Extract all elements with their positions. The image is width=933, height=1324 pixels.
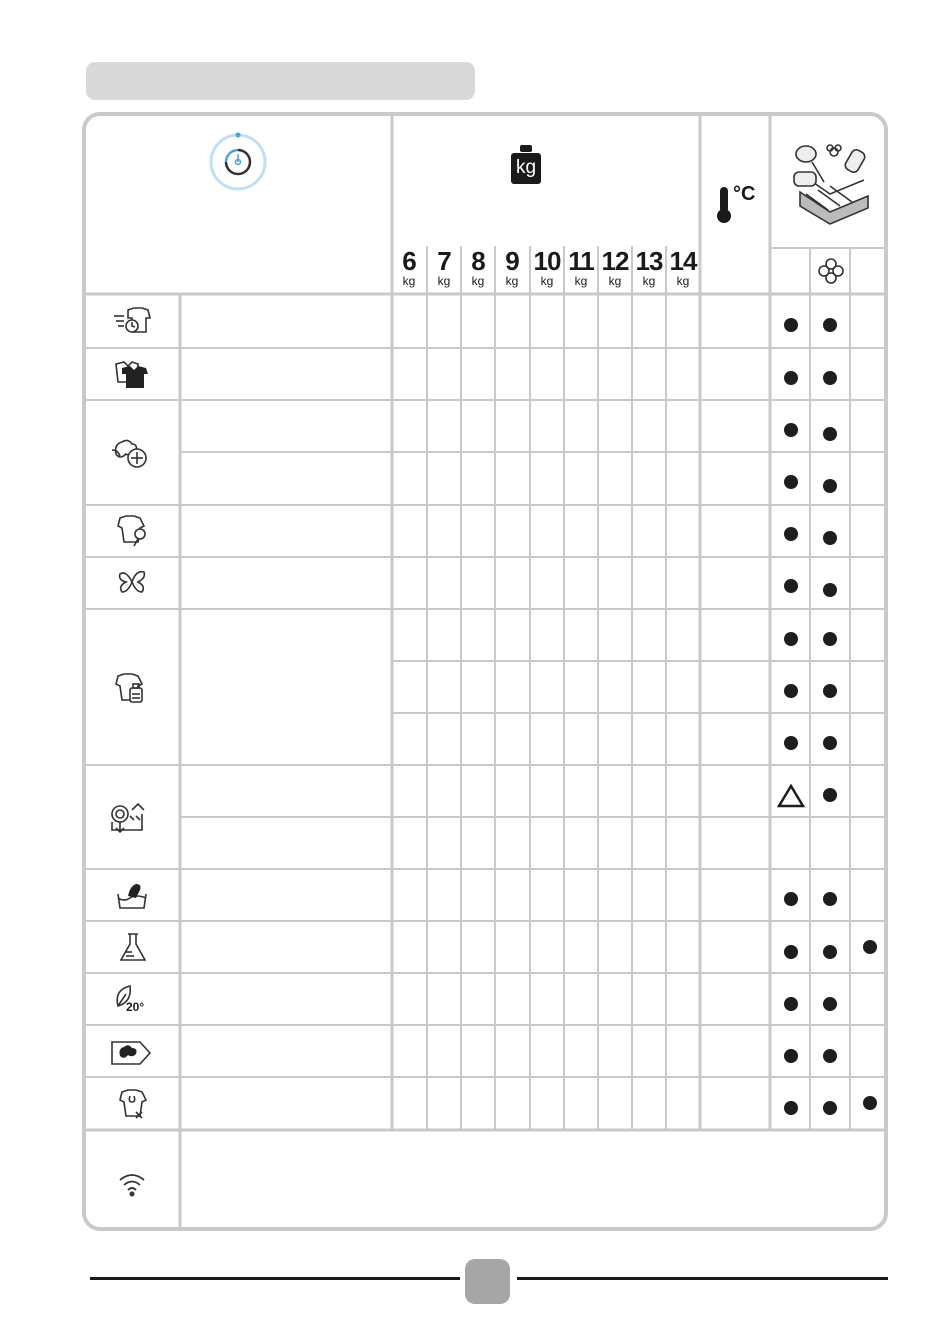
thermometer-icon [715,185,735,225]
eco-20-label: 20° [126,1000,145,1014]
mark-dot [823,427,837,441]
mark-dot [863,1096,877,1110]
mark-dot [823,1049,837,1063]
footer-rule-left [90,1277,460,1280]
mark-dot [784,423,798,437]
wifi-icon [116,1170,148,1198]
mark-dot [823,531,837,545]
mark-dot [784,632,798,646]
mark-dot [823,479,837,493]
mark-triangle [777,784,805,808]
mark-dot [823,684,837,698]
mark-dot [823,583,837,597]
spin-rinse-icon [108,802,150,834]
mark-dot [784,318,798,332]
mark-dot [823,736,837,750]
load-column-6: 6 kg [402,246,416,288]
footer-rule-right [517,1277,888,1280]
load-column-11: 11 kg [568,246,594,288]
mark-dot [823,318,837,332]
mark-dot [823,371,837,385]
mark-dot [784,579,798,593]
cotton-tag-icon [110,1040,154,1066]
mark-dot [784,527,798,541]
flower-icon [818,258,844,284]
stain-shirt-icon [116,1088,150,1122]
cotton-plus-icon [110,436,150,470]
detergent-drawer-icon [790,136,870,228]
weight-icon [510,145,542,185]
mark-dot [784,997,798,1011]
load-column-9: 9 kg [505,246,519,288]
shirt-detergent-icon [112,672,148,706]
quick-wash-icon [112,306,152,336]
delicates-butterfly-icon [116,568,148,596]
mark-dot [784,892,798,906]
mark-dot [784,371,798,385]
load-column-10: 10 kg [533,246,561,288]
eco-20-icon [112,984,152,1018]
dark-clothes-icon [112,360,152,390]
mark-dot [784,684,798,698]
mark-dot [823,945,837,959]
load-column-13: 13 kg [635,246,663,288]
shirt-synthetic-icon [114,514,150,548]
load-column-14: 14 kg [669,246,697,288]
mark-dot [823,632,837,646]
mark-dot [784,1049,798,1063]
mark-dot [823,997,837,1011]
hygiene-flask-icon [118,932,148,964]
timer-dial-icon [208,132,268,192]
mark-dot [823,1101,837,1115]
load-column-7: 7 kg [437,246,451,288]
page-number-tab [465,1259,510,1304]
temperature-label: °C [733,183,756,205]
mark-dot [784,945,798,959]
mark-dot [784,1101,798,1115]
load-column-12: 12 kg [601,246,629,288]
mark-dot [823,788,837,802]
load-column-8: 8 kg [471,246,485,288]
mark-dot [784,475,798,489]
mark-dot [823,892,837,906]
hand-wash-icon [116,880,148,912]
mark-dot [784,736,798,750]
mark-dot [863,940,877,954]
weight-icon-label: kg [515,157,537,178]
